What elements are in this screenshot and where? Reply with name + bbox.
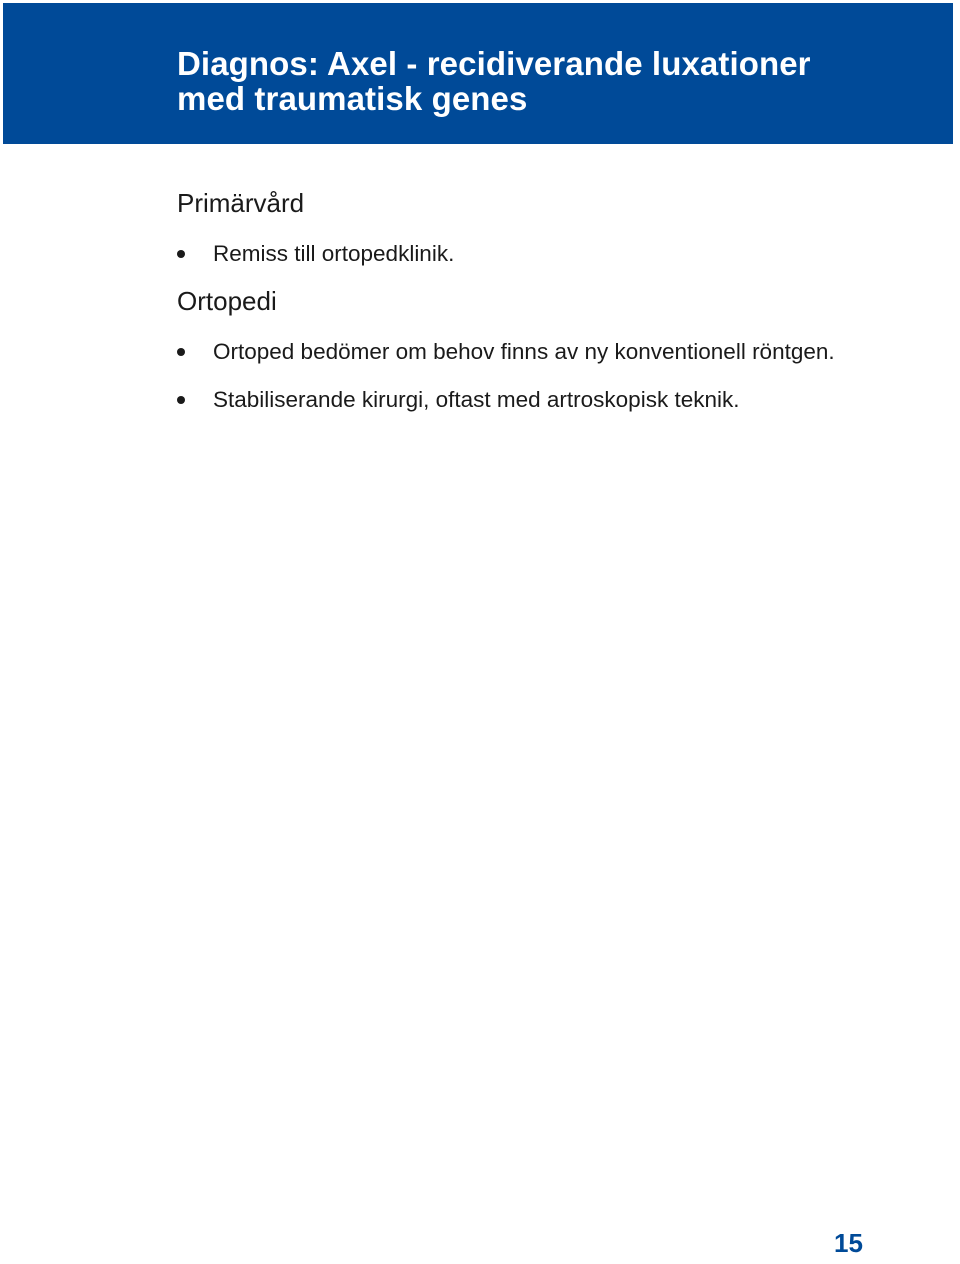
bullet-list-ortopedi [177, 339, 857, 435]
list-item [177, 387, 857, 412]
page-title [177, 46, 811, 116]
list-item [177, 241, 857, 266]
section-heading-primarvard: Primärvård [177, 188, 305, 218]
list-item-text: Ortoped bedömer om behov finns av ny konventionell röntgen. [213, 339, 835, 364]
bullet-icon [177, 250, 185, 258]
list-item-text: Remiss till ortopedklinik. [213, 241, 455, 266]
section-heading-ortopedi: Ortopedi [177, 286, 277, 316]
list-item [177, 339, 857, 364]
bullet-list-primarvard [177, 241, 857, 289]
page-title-line-2: med traumatisk genes [177, 80, 528, 117]
bullet-icon [177, 348, 185, 356]
page-number: 15 [834, 1228, 863, 1258]
page-title-line-1: Diagnos: Axel - recidiverande luxationer [177, 45, 811, 82]
bullet-icon [177, 396, 185, 404]
list-item-text: Stabiliserande kirurgi, oftast med artroskopisk teknik. [213, 387, 740, 412]
